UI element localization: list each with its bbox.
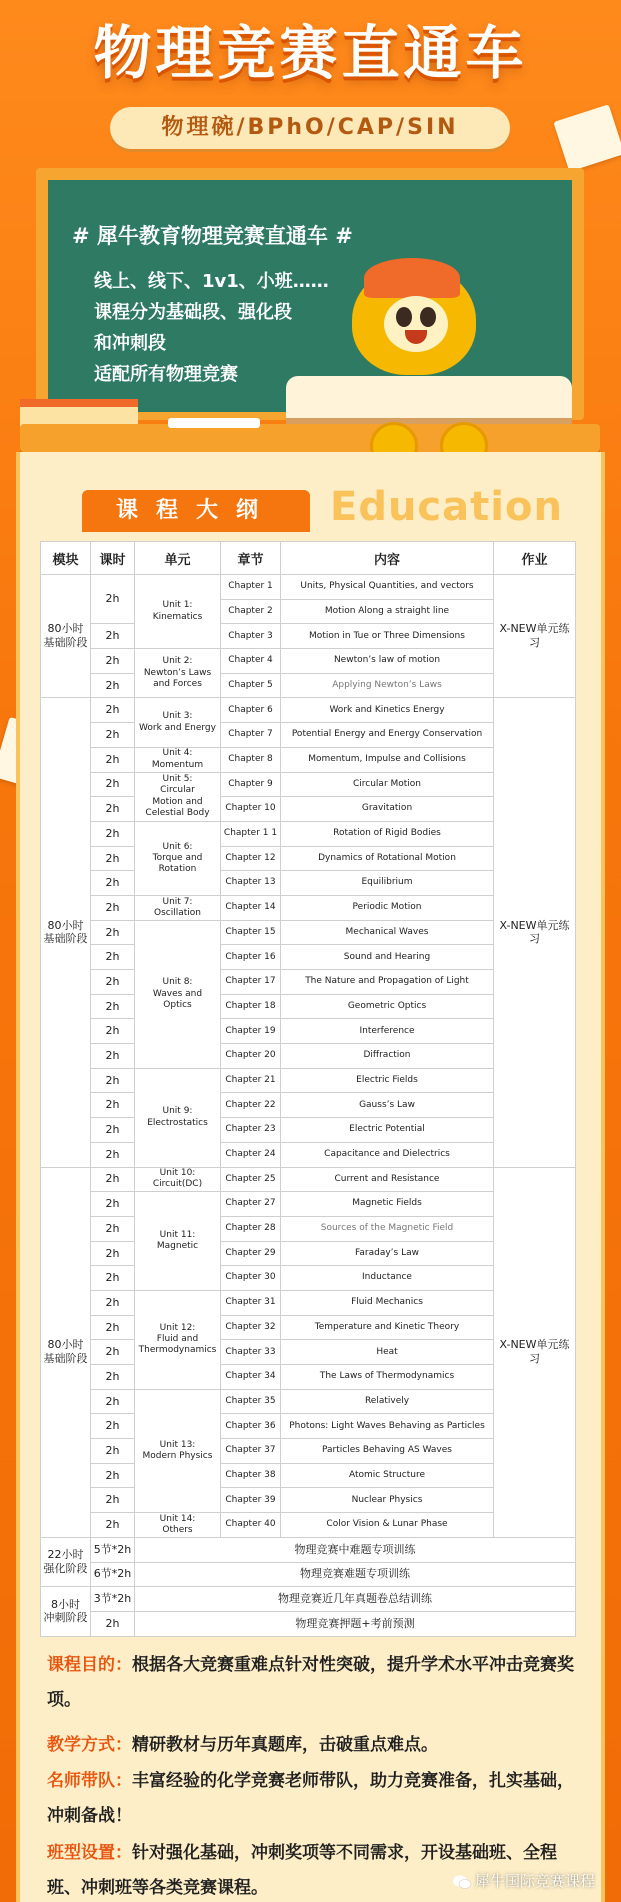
module-cell: 22小时 强化阶段 — [41, 1537, 91, 1586]
chapter-cell: Chapter 16 — [221, 945, 281, 970]
hours-cell: 2h — [91, 1315, 135, 1340]
hours-cell: 3节*2h — [91, 1587, 135, 1612]
column-header: 作业 — [494, 542, 576, 575]
hours-cell: 2h — [91, 920, 135, 945]
content-cell: Current and Resistance — [281, 1167, 494, 1192]
chapter-cell: Chapter 6 — [221, 698, 281, 723]
chapter-cell: Chapter 38 — [221, 1463, 281, 1488]
chapter-cell: Chapter 13 — [221, 871, 281, 896]
unit-cell: Unit 7: Oscillation — [135, 895, 221, 920]
mascot-eye-icon — [396, 307, 412, 327]
chapter-cell: Chapter 36 — [221, 1414, 281, 1439]
hours-cell: 2h — [91, 1414, 135, 1439]
module-cell: 80小时 基础阶段 — [41, 698, 91, 1167]
hours-cell: 2h — [91, 673, 135, 698]
content-cell: Geometric Optics — [281, 994, 494, 1019]
content-cell: Photons: Light Waves Behaving as Particles — [281, 1414, 494, 1439]
chapter-cell: Chapter 23 — [221, 1118, 281, 1143]
hours-cell: 2h — [91, 1216, 135, 1241]
hours-cell: 2h — [91, 747, 135, 772]
board-heading: # 犀牛教育物理竞赛直通车 # — [72, 224, 353, 248]
page-title: 物理竞赛直通车 — [93, 19, 528, 87]
hours-cell: 2h — [91, 1068, 135, 1093]
unit-cell: Unit 9: Electrostatics — [135, 1068, 221, 1167]
content-cell: Applying Newton’s Laws — [281, 673, 494, 698]
hours-cell: 2h — [91, 1266, 135, 1291]
hours-cell: 2h — [91, 1463, 135, 1488]
content-cell: Interference — [281, 1019, 494, 1044]
hours-cell: 2h — [91, 772, 135, 797]
chapter-cell: Chapter 33 — [221, 1340, 281, 1365]
unit-cell: Unit 1: Kinematics — [135, 575, 221, 649]
content-cell: The Nature and Propagation of Light — [281, 970, 494, 995]
content-cell: Particles Behaving AS Waves — [281, 1439, 494, 1464]
content-cell: Units, Physical Quantities, and vectors — [281, 575, 494, 600]
hours-cell: 2h — [91, 624, 135, 649]
hours-cell: 2h — [91, 1389, 135, 1414]
open-book-icon — [286, 376, 572, 426]
class-text: 针对强化基础，冲刺奖项等不同需求，开设基础班、全程班、冲刺班等各类竞赛课程。 — [47, 1843, 557, 1898]
content-cell: Sources of the Magnetic Field — [281, 1216, 494, 1241]
teaching-method — [47, 1728, 587, 1763]
hours-cell: 2h — [91, 945, 135, 970]
hours-cell: 2h — [91, 1118, 135, 1143]
chapter-cell: Chapter 39 — [221, 1488, 281, 1513]
hours-cell: 2h — [91, 1019, 135, 1044]
chapter-cell: Chapter 3 — [221, 624, 281, 649]
content-cell: Magnetic Fields — [281, 1192, 494, 1217]
hours-cell: 2h — [91, 1513, 135, 1538]
hours-cell: 2h — [91, 821, 135, 846]
chapter-cell: Chapter 19 — [221, 1019, 281, 1044]
board-line-4: 适配所有物理竞赛 — [94, 364, 238, 385]
chapter-cell: Chapter 2 — [221, 599, 281, 624]
chapter-cell: Chapter 12 — [221, 846, 281, 871]
content-cell: Newton’s law of motion — [281, 649, 494, 674]
unit-cell: Unit 12: Fluid and Thermodynamics — [135, 1290, 221, 1389]
chapter-cell: Chapter 21 — [221, 1068, 281, 1093]
chapter-cell: Chapter 35 — [221, 1389, 281, 1414]
unit-cell: Unit 14: Others — [135, 1513, 221, 1538]
chapter-cell: Chapter 17 — [221, 970, 281, 995]
hours-cell: 2h — [91, 1044, 135, 1069]
board-ledge — [20, 424, 600, 452]
content-cell: Gravitation — [281, 797, 494, 822]
content-cell: Dynamics of Rotational Motion — [281, 846, 494, 871]
content-cell: Electric Potential — [281, 1118, 494, 1143]
content-cell: Mechanical Waves — [281, 920, 494, 945]
table-row — [41, 1167, 576, 1192]
hours-cell: 2h — [91, 846, 135, 871]
board-line-2: 课程分为基础段、强化段 — [94, 302, 292, 323]
module-cell: 80小时 基础阶段 — [41, 575, 91, 698]
hours-cell: 2h — [91, 1093, 135, 1118]
unit-cell: Unit 4: Momentum — [135, 747, 221, 772]
module-cell: 80小时 基础阶段 — [41, 1167, 91, 1537]
chalk-box-icon — [20, 399, 138, 427]
hours-cell: 6节*2h — [91, 1562, 135, 1587]
training-cell: 物理竞赛押题+考前预测 — [135, 1611, 576, 1636]
hours-cell: 2h — [91, 1439, 135, 1464]
subtitle-badge: 物理碗/BPhO/CAP/SIN — [110, 107, 510, 149]
content-cell: Momentum, Impulse and Collisions — [281, 747, 494, 772]
content-cell: Electric Fields — [281, 1068, 494, 1093]
content-cell: Temperature and Kinetic Theory — [281, 1315, 494, 1340]
hours-cell: 2h — [91, 994, 135, 1019]
hours-cell: 2h — [91, 895, 135, 920]
content-cell: Periodic Motion — [281, 895, 494, 920]
purpose-label: 课程目的： — [47, 1655, 132, 1675]
chapter-cell: Chapter 7 — [221, 723, 281, 748]
content-cell: Motion Along a straight line — [281, 599, 494, 624]
hours-cell: 2h — [91, 649, 135, 674]
hours-cell: 2h — [91, 1488, 135, 1513]
content-cell: Work and Kinetics Energy — [281, 698, 494, 723]
course-purpose — [47, 1648, 587, 1718]
team-label: 名师带队： — [47, 1771, 132, 1791]
chapter-cell: Chapter 1 1 — [221, 821, 281, 846]
content-cell: Gauss’s Law — [281, 1093, 494, 1118]
education-watermark: Education — [330, 484, 563, 530]
chapter-cell: Chapter 15 — [221, 920, 281, 945]
account-watermark: 犀牛国际竞赛课程 — [475, 1872, 596, 1890]
content-cell: Nuclear Physics — [281, 1488, 494, 1513]
chapter-cell: Chapter 37 — [221, 1439, 281, 1464]
hours-cell: 2h — [91, 723, 135, 748]
column-header: 课时 — [91, 542, 135, 575]
chapter-cell: Chapter 14 — [221, 895, 281, 920]
table-row — [41, 575, 576, 600]
hours-cell: 5节*2h — [91, 1537, 135, 1562]
chapter-cell: Chapter 34 — [221, 1365, 281, 1390]
content-cell: Atomic Structure — [281, 1463, 494, 1488]
content-cell: Heat — [281, 1340, 494, 1365]
training-cell: 物理竞赛难题专项训练 — [135, 1562, 576, 1587]
content-cell: Color Vision & Lunar Phase — [281, 1513, 494, 1538]
content-cell: Rotation of Rigid Bodies — [281, 821, 494, 846]
chapter-cell: Chapter 8 — [221, 747, 281, 772]
team-text: 丰富经验的化学竞赛老师带队，助力竞赛准备，扎实基础，冲刺备战！ — [47, 1771, 574, 1826]
table-header-row — [41, 542, 576, 575]
hours-cell: 2h — [91, 1167, 135, 1192]
chapter-cell: Chapter 1 — [221, 575, 281, 600]
hours-cell: 2h — [91, 1611, 135, 1636]
hours-cell: 2h — [91, 575, 135, 624]
chapter-cell: Chapter 20 — [221, 1044, 281, 1069]
training-cell: 物理竞赛近几年真题卷总结训练 — [135, 1587, 576, 1612]
homework-cell: X-NEW单元练习 — [494, 698, 576, 1167]
unit-cell: Unit 3: Work and Energy — [135, 698, 221, 747]
column-header: 章节 — [221, 542, 281, 575]
wechat-icon — [452, 1872, 472, 1892]
teacher-team — [47, 1764, 587, 1834]
content-cell: Relatively — [281, 1389, 494, 1414]
content-cell: Diffraction — [281, 1044, 494, 1069]
unit-cell: Unit 6: Torque and Rotation — [135, 821, 221, 895]
hours-cell: 2h — [91, 1365, 135, 1390]
hours-cell: 2h — [91, 797, 135, 822]
hours-cell: 2h — [91, 1340, 135, 1365]
unit-cell: Unit 8: Waves and Optics — [135, 920, 221, 1068]
hours-cell: 2h — [91, 1290, 135, 1315]
content-cell: Faraday’s Law — [281, 1241, 494, 1266]
chalk-stick-icon — [168, 418, 260, 428]
content-cell: Potential Energy and Energy Conservation — [281, 723, 494, 748]
content-cell: Capacitance and Dielectrics — [281, 1142, 494, 1167]
chapter-cell: Chapter 22 — [221, 1093, 281, 1118]
content-cell: Sound and Hearing — [281, 945, 494, 970]
hours-cell: 2h — [91, 1192, 135, 1217]
class-label: 班型设置： — [47, 1843, 132, 1863]
table-row — [41, 1562, 576, 1587]
content-cell: Motion in Tue or Three Dimensions — [281, 624, 494, 649]
unit-cell: Unit 11: Magnetic — [135, 1192, 221, 1291]
chapter-cell: Chapter 29 — [221, 1241, 281, 1266]
chapter-cell: Chapter 31 — [221, 1290, 281, 1315]
training-cell: 物理竞赛中难题专项训练 — [135, 1537, 576, 1562]
hours-cell: 2h — [91, 1142, 135, 1167]
chapter-cell: Chapter 4 — [221, 649, 281, 674]
chapter-cell: Chapter 5 — [221, 673, 281, 698]
unit-cell: Unit 13: Modern Physics — [135, 1389, 221, 1512]
hours-cell: 2h — [91, 970, 135, 995]
hours-cell: 2h — [91, 871, 135, 896]
chapter-cell: Chapter 25 — [221, 1167, 281, 1192]
chapter-cell: Chapter 27 — [221, 1192, 281, 1217]
module-cell: 8小时 冲刺阶段 — [41, 1587, 91, 1636]
chapter-cell: Chapter 40 — [221, 1513, 281, 1538]
content-cell: Inductance — [281, 1266, 494, 1291]
column-header: 内容 — [281, 542, 494, 575]
class-types — [47, 1836, 587, 1902]
chapter-cell: Chapter 10 — [221, 797, 281, 822]
board-line-1: 线上、线下、1v1、小班…… — [94, 271, 329, 292]
content-cell: Fluid Mechanics — [281, 1290, 494, 1315]
hours-cell: 2h — [91, 698, 135, 723]
mascot-hat-icon — [364, 258, 460, 298]
unit-cell: Unit 10: Circuit(DC) — [135, 1167, 221, 1192]
purpose-text: 根据各大竞赛重难点针对性突破，提升学术水平冲击竞赛奖项。 — [47, 1655, 574, 1710]
unit-cell: Unit 2: Newton’s Laws and Forces — [135, 649, 221, 698]
column-header: 单元 — [135, 542, 221, 575]
board-line-3: 和冲刺段 — [94, 333, 166, 354]
chapter-cell: Chapter 24 — [221, 1142, 281, 1167]
chapter-cell: Chapter 30 — [221, 1266, 281, 1291]
content-cell: Circular Motion — [281, 772, 494, 797]
chapter-cell: Chapter 28 — [221, 1216, 281, 1241]
hours-cell: 2h — [91, 1241, 135, 1266]
content-cell: Equilibrium — [281, 871, 494, 896]
table-row — [41, 1587, 576, 1612]
method-label: 教学方式： — [47, 1735, 132, 1755]
chapter-cell: Chapter 32 — [221, 1315, 281, 1340]
outline-tab: 课程大纲 — [82, 490, 310, 532]
column-header: 模块 — [41, 542, 91, 575]
unit-cell: Unit 5: Circular Motion and Celestial Body — [135, 772, 221, 821]
mascot-eye-icon — [420, 307, 436, 327]
content-cell: The Laws of Thermodynamics — [281, 1365, 494, 1390]
homework-cell: X-NEW单元练习 — [494, 575, 576, 698]
course-outline-table — [40, 541, 576, 1637]
table-row — [41, 1611, 576, 1636]
homework-cell: X-NEW单元练习 — [494, 1167, 576, 1537]
method-text: 精研教材与历年真题库，击破重点难点。 — [132, 1735, 438, 1755]
chapter-cell: Chapter 9 — [221, 772, 281, 797]
table-row — [41, 1537, 576, 1562]
chapter-cell: Chapter 18 — [221, 994, 281, 1019]
table-row — [41, 698, 576, 723]
